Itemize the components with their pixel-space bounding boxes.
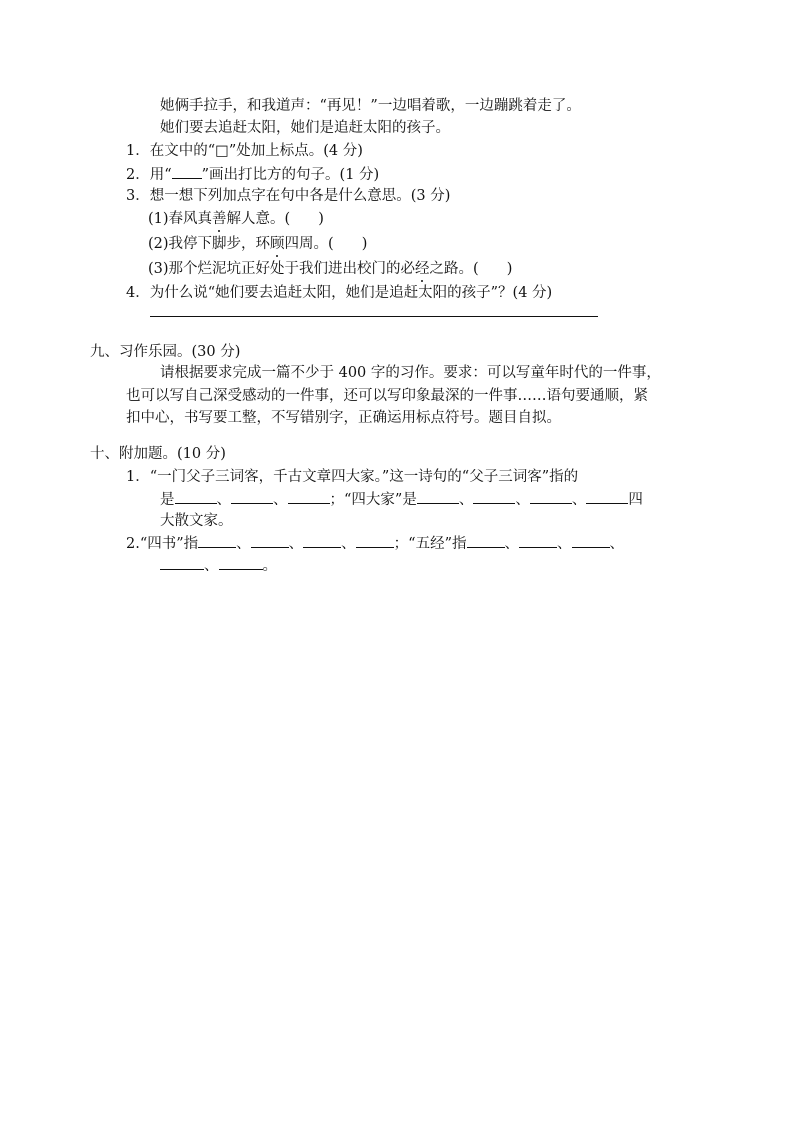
question-4-answer-line[interactable]: [150, 316, 598, 317]
underline-sample: [172, 164, 202, 179]
section-9-line-2: 也可以写自己深受感动的一件事，还可以写印象最深的一件事……语句要通顺，紧: [126, 388, 648, 404]
sep: 、: [204, 558, 219, 574]
answer-blank[interactable]: [473, 489, 515, 504]
text: ；“四大家”是: [329, 492, 417, 508]
dotted-char: 善: [212, 211, 227, 227]
sep: 、: [458, 492, 474, 508]
answer-blank[interactable]: [586, 489, 628, 504]
answer-blank[interactable]: [251, 533, 289, 548]
section-10-heading: 十、附加题。(10 分): [90, 446, 226, 462]
dotted-char: 经: [415, 261, 430, 277]
text: 是: [160, 492, 175, 508]
section-9-line-3: 扣中心，书写要工整，不写错别字，正确运用标点符号。题目自拟。: [126, 410, 561, 426]
sep: 、: [609, 536, 624, 552]
text: 四: [628, 492, 643, 508]
item-paren-close: ): [318, 211, 324, 227]
item-text: 四周。(: [284, 236, 334, 252]
answer-blank[interactable]: [219, 555, 263, 570]
answer-blank[interactable]: [417, 489, 459, 504]
answer-blank[interactable]: [356, 533, 394, 548]
passage-line-1: 她俩手拉手，和我道声：“再见！”一边唱着歌，一边蹦跳着走了。: [160, 98, 581, 114]
item-paren-close: ): [361, 236, 368, 252]
sep: 、: [236, 536, 251, 552]
item-text: 之路。(: [429, 261, 479, 277]
answer-blank[interactable]: [530, 489, 572, 504]
sep: 、: [557, 536, 572, 552]
question-3-item-2: [148, 234, 367, 254]
question-2-suffix: ”画出打比方的句子。(1 分): [201, 167, 380, 183]
item-text: 解人意。(: [226, 211, 291, 227]
section-10-q2-line-2: [160, 555, 277, 576]
question-3: 3．想一想下列加点字在句中各是什么意思。(3 分): [126, 188, 451, 204]
answer-blank[interactable]: [231, 489, 273, 504]
passage-line-2: 她们要去追赶太阳，她们是追赶太阳的孩子。: [160, 120, 450, 136]
dotted-char: 顾: [270, 236, 285, 252]
section-10-q1-line-1: 1．“一门父子三词客，千古文章四大家。”这一诗句的“父子三词客”指的: [126, 469, 579, 485]
section-9-line-1: 请根据要求完成一篇不少于 400 字的习作。要求：可以写童年时代的一件事，: [160, 365, 661, 381]
answer-blank[interactable]: [198, 533, 236, 548]
sep: 、: [288, 536, 304, 552]
item-text: (2)我停下脚步，环: [148, 236, 271, 252]
answer-blank[interactable]: [175, 489, 217, 504]
sep: 、: [504, 536, 519, 552]
text: 。: [262, 558, 277, 574]
question-2: [126, 164, 379, 185]
answer-blank[interactable]: [572, 533, 610, 548]
section-10-q1-line-3: 大散文家。: [160, 513, 233, 529]
section-9-heading: 九、习作乐园。(30 分): [90, 344, 241, 360]
question-4: 4．为什么说“她们要去追赶太阳，她们是追赶太阳的孩子”？(4 分): [126, 285, 553, 301]
section-10-q2-line-1: [126, 533, 624, 554]
question-3-item-3: [148, 259, 512, 279]
item-text: (3)那个烂泥坑正好处于我们进出校门的必: [148, 261, 416, 277]
sep: 、: [515, 492, 530, 508]
question-3-item-1: [148, 209, 324, 229]
sep: 、: [216, 492, 231, 508]
text: ；“五经”指: [393, 536, 467, 552]
section-10-q1-line-2: [160, 489, 643, 510]
question-1: 1．在文中的“□”处加上标点。(4 分): [126, 143, 363, 159]
text: 2.“四书”指: [126, 536, 199, 552]
sep: 、: [341, 536, 356, 552]
item-paren-close: ): [506, 261, 513, 277]
question-2-prefix: 2．用“: [126, 167, 172, 183]
answer-blank[interactable]: [519, 533, 557, 548]
sep: 、: [273, 492, 288, 508]
answer-blank[interactable]: [467, 533, 505, 548]
answer-blank[interactable]: [288, 489, 330, 504]
sep: 、: [571, 492, 587, 508]
answer-blank[interactable]: [303, 533, 341, 548]
item-text: (1)春风真: [148, 211, 213, 227]
answer-blank[interactable]: [160, 555, 204, 570]
